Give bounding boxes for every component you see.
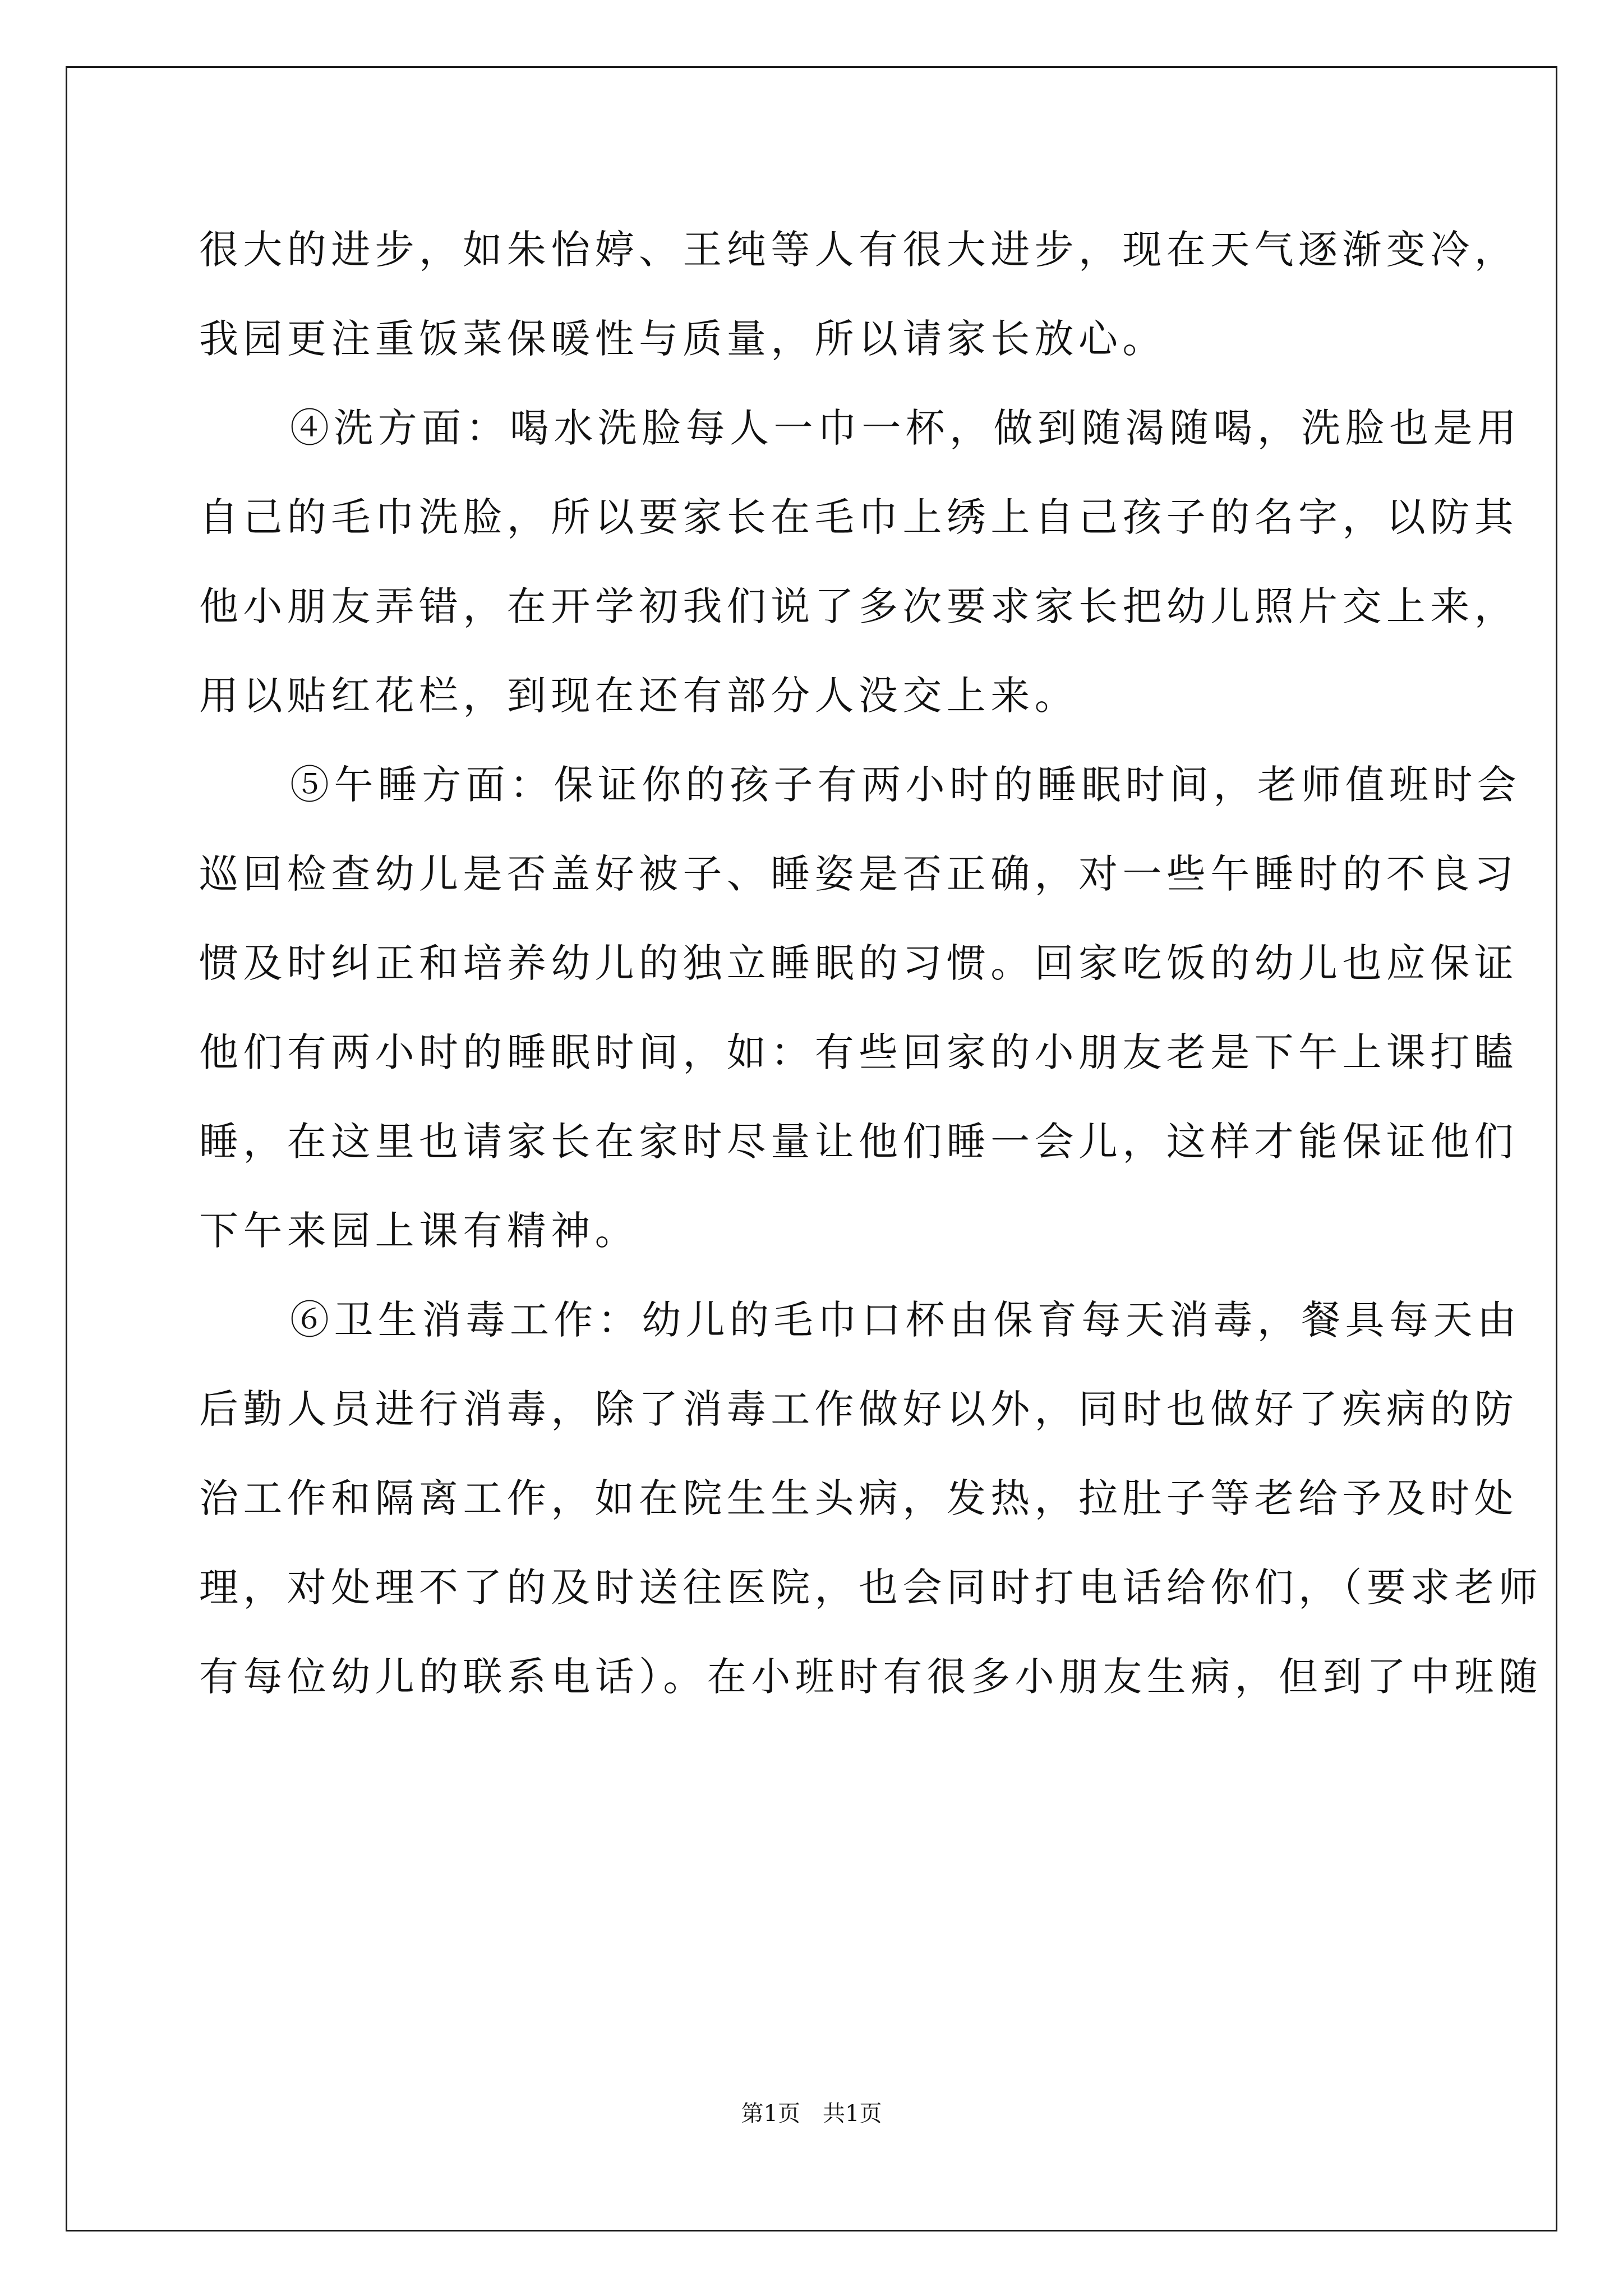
body-line: 他们有两小时的睡眠时间，如：有些回家的小朋友老是下午上课打瞌 [199, 1029, 1518, 1075]
paragraph-6-first-line: ⑥卫生消毒工作：幼儿的毛巾口杯由保育每天消毒，餐具每天由 [290, 1297, 1521, 1343]
body-line: 下午来园上课有精神。 [199, 1208, 639, 1254]
body-line: 我园更注重饭菜保暖性与质量，所以请家长放心。 [199, 316, 1166, 362]
body-line: 后勤人员进行消毒，除了消毒工作做好以外，同时也做好了疾病的防 [199, 1386, 1518, 1432]
body-line: 巡回检查幼儿是否盖好被子、睡姿是否正确，对一些午睡时的不良习 [199, 851, 1518, 897]
body-line: 用以贴红花栏，到现在还有部分人没交上来。 [199, 673, 1078, 719]
paragraph-5-first-line: ⑤午睡方面：保证你的孩子有两小时的睡眠时间，老师值班时会 [290, 762, 1521, 808]
body-line: 睡，在这里也请家长在家时尽量让他们睡一会儿，这样才能保证他们 [199, 1119, 1518, 1165]
body-line: 自己的毛巾洗脸，所以要家长在毛巾上绣上自己孩子的名字，以防其 [199, 494, 1518, 540]
body-line: 他小朋友弄错，在开学初我们说了多次要求家长把幼儿照片交上来， [199, 583, 1518, 629]
body-line: 有每位幼儿的联系电话）。在小班时有很多小朋友生病，但到了中班随 [199, 1654, 1543, 1700]
page-number-footer: 第1页 共1页 [741, 2101, 882, 2127]
body-line: 治工作和隔离工作，如在院生生头病，发热，拉肚子等老给予及时处 [199, 1475, 1518, 1521]
paragraph-4-first-line: ④洗方面：喝水洗脸每人一巾一杯，做到随渴随喝，洗脸也是用 [290, 405, 1521, 451]
body-line: 惯及时纠正和培养幼儿的独立睡眠的习惯。回家吃饭的幼儿也应保证 [199, 940, 1518, 986]
body-line: 理，对处理不了的及时送往医院，也会同时打电话给你们，（要求老师 [199, 1565, 1543, 1611]
body-line: 很大的进步，如朱怡婷、王纯等人有很大进步，现在天气逐渐变冷， [199, 227, 1518, 273]
